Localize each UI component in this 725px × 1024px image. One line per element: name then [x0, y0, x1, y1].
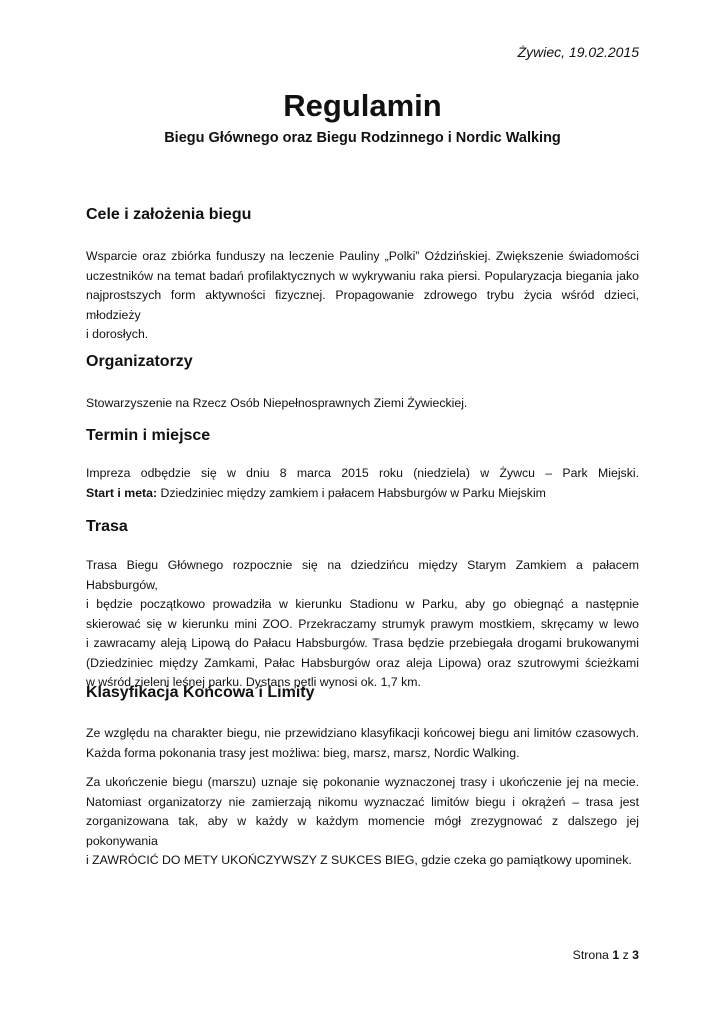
section-route-text: [86, 556, 639, 693]
start-meta-text: Dziedziniec między zamkiem i pałacem Habsburgów w Parku Miejskim: [157, 485, 546, 500]
page-current: 1: [612, 948, 620, 962]
text-line: i ZAWRÓCIĆ DO METY UKOŃCZYWSZY Z SUKCES BIEG, gdzie czeka go pamiątkowy upominek.: [86, 853, 632, 867]
text-line: (Dziedziniec między Zamkami, Pałac Habsburgów oraz aleja Lipowa) oraz szutrowymi ścieżkami: [86, 655, 639, 670]
page-number: [573, 948, 639, 962]
start-meta-label: Start i meta:: [86, 485, 158, 500]
text-line: uczestników na temat badań profilaktycznych w wykrywaniu raka piersi. Popularyzacja biegania jako: [86, 268, 639, 283]
page-label: Strona: [572, 948, 609, 962]
document-subtitle: Biegu Głównego oraz Biegu Rodzinnego i Nordic Walking: [164, 130, 561, 146]
text-line: i zawracamy aleją Lipową do Pałacu Habsburgów. Trasa będzie przebiegała drogami brukowanymi: [86, 636, 639, 650]
section-organizers-text: [86, 394, 639, 414]
section-heading-classification: Klasyfikacja Końcowa i Limity: [86, 684, 315, 701]
text-line: i będzie początkowo prowadziła w kierunku Stadionu w Parku, aby go obiegnąć a następnie: [86, 597, 639, 611]
text-line: Impreza odbędzie się w dniu 8 marca 2015 roku (niedziela) w Żywcu – Park Miejski.: [86, 466, 639, 480]
text-line: Ze względu na charakter biegu, nie przewidziano klasyfikacji końcowej biegu ani limitów czasowych.: [86, 726, 639, 740]
text-line: najprostszych form aktywności fizycznej. Propagowanie zdrowego trybu życia wśród dzieci, młodzieży: [86, 288, 639, 322]
page-separator: z: [622, 948, 629, 962]
text-line: zorganizowana tak, aby w każdy w każdym momencie mógł zrezygnować z dalszego jej pokonywania: [86, 814, 639, 848]
text-line: Natomiast organizatorzy nie zamierzają nikomu wyznaczać limitów biegu i okrążeń – trasa jest: [86, 794, 639, 809]
text-line: w wśród zieleni leśnej parku. Dystans pętli wynosi ok. 1,7 km.: [86, 675, 421, 689]
section-heading-route: Trasa: [86, 518, 128, 535]
document-title: Regulamin: [283, 88, 442, 123]
section-classification-text-1: [86, 724, 639, 763]
section-heading-goals: Cele i założenia biegu: [86, 206, 252, 223]
text-line: [86, 484, 639, 504]
section-goals-text: [86, 247, 639, 345]
document-date: Żywiec, 19.02.2015: [517, 44, 639, 60]
text-line: Stowarzyszenie na Rzecz Osób Niepełnosprawnych Ziemi Żywieckiej.: [86, 396, 468, 410]
section-heading-organizers: Organizatorzy: [86, 353, 193, 370]
text-line: i dorosłych.: [86, 327, 149, 341]
text-line: Wsparcie oraz zbiórka funduszy na leczenie Pauliny „Polki” Oździńskiej. Zwiększenie świadomości: [86, 249, 639, 263]
section-date-place-text: [86, 464, 639, 503]
section-heading-date-place: Termin i miejsce: [86, 427, 211, 444]
text-line: Za ukończenie biegu (marszu) uznaje się pokonanie wyznaczonej trasy i ukończenie jej na mecie.: [86, 775, 639, 789]
text-line: Każda forma pokonania trasy jest możliwa: bieg, marsz, marsz, Nordic Walking.: [86, 745, 520, 760]
section-classification-text-2: [86, 773, 639, 871]
page-total: 3: [632, 948, 639, 962]
text-line: Trasa Biegu Głównego rozpocznie się na dziedzińcu między Starym Zamkiem a pałacem Habsburgów,: [86, 558, 639, 592]
text-line: skierować się w kierunku mini ZOO. Przekraczamy strumyk prawym mostkiem, skręcamy w lewo: [86, 616, 639, 631]
